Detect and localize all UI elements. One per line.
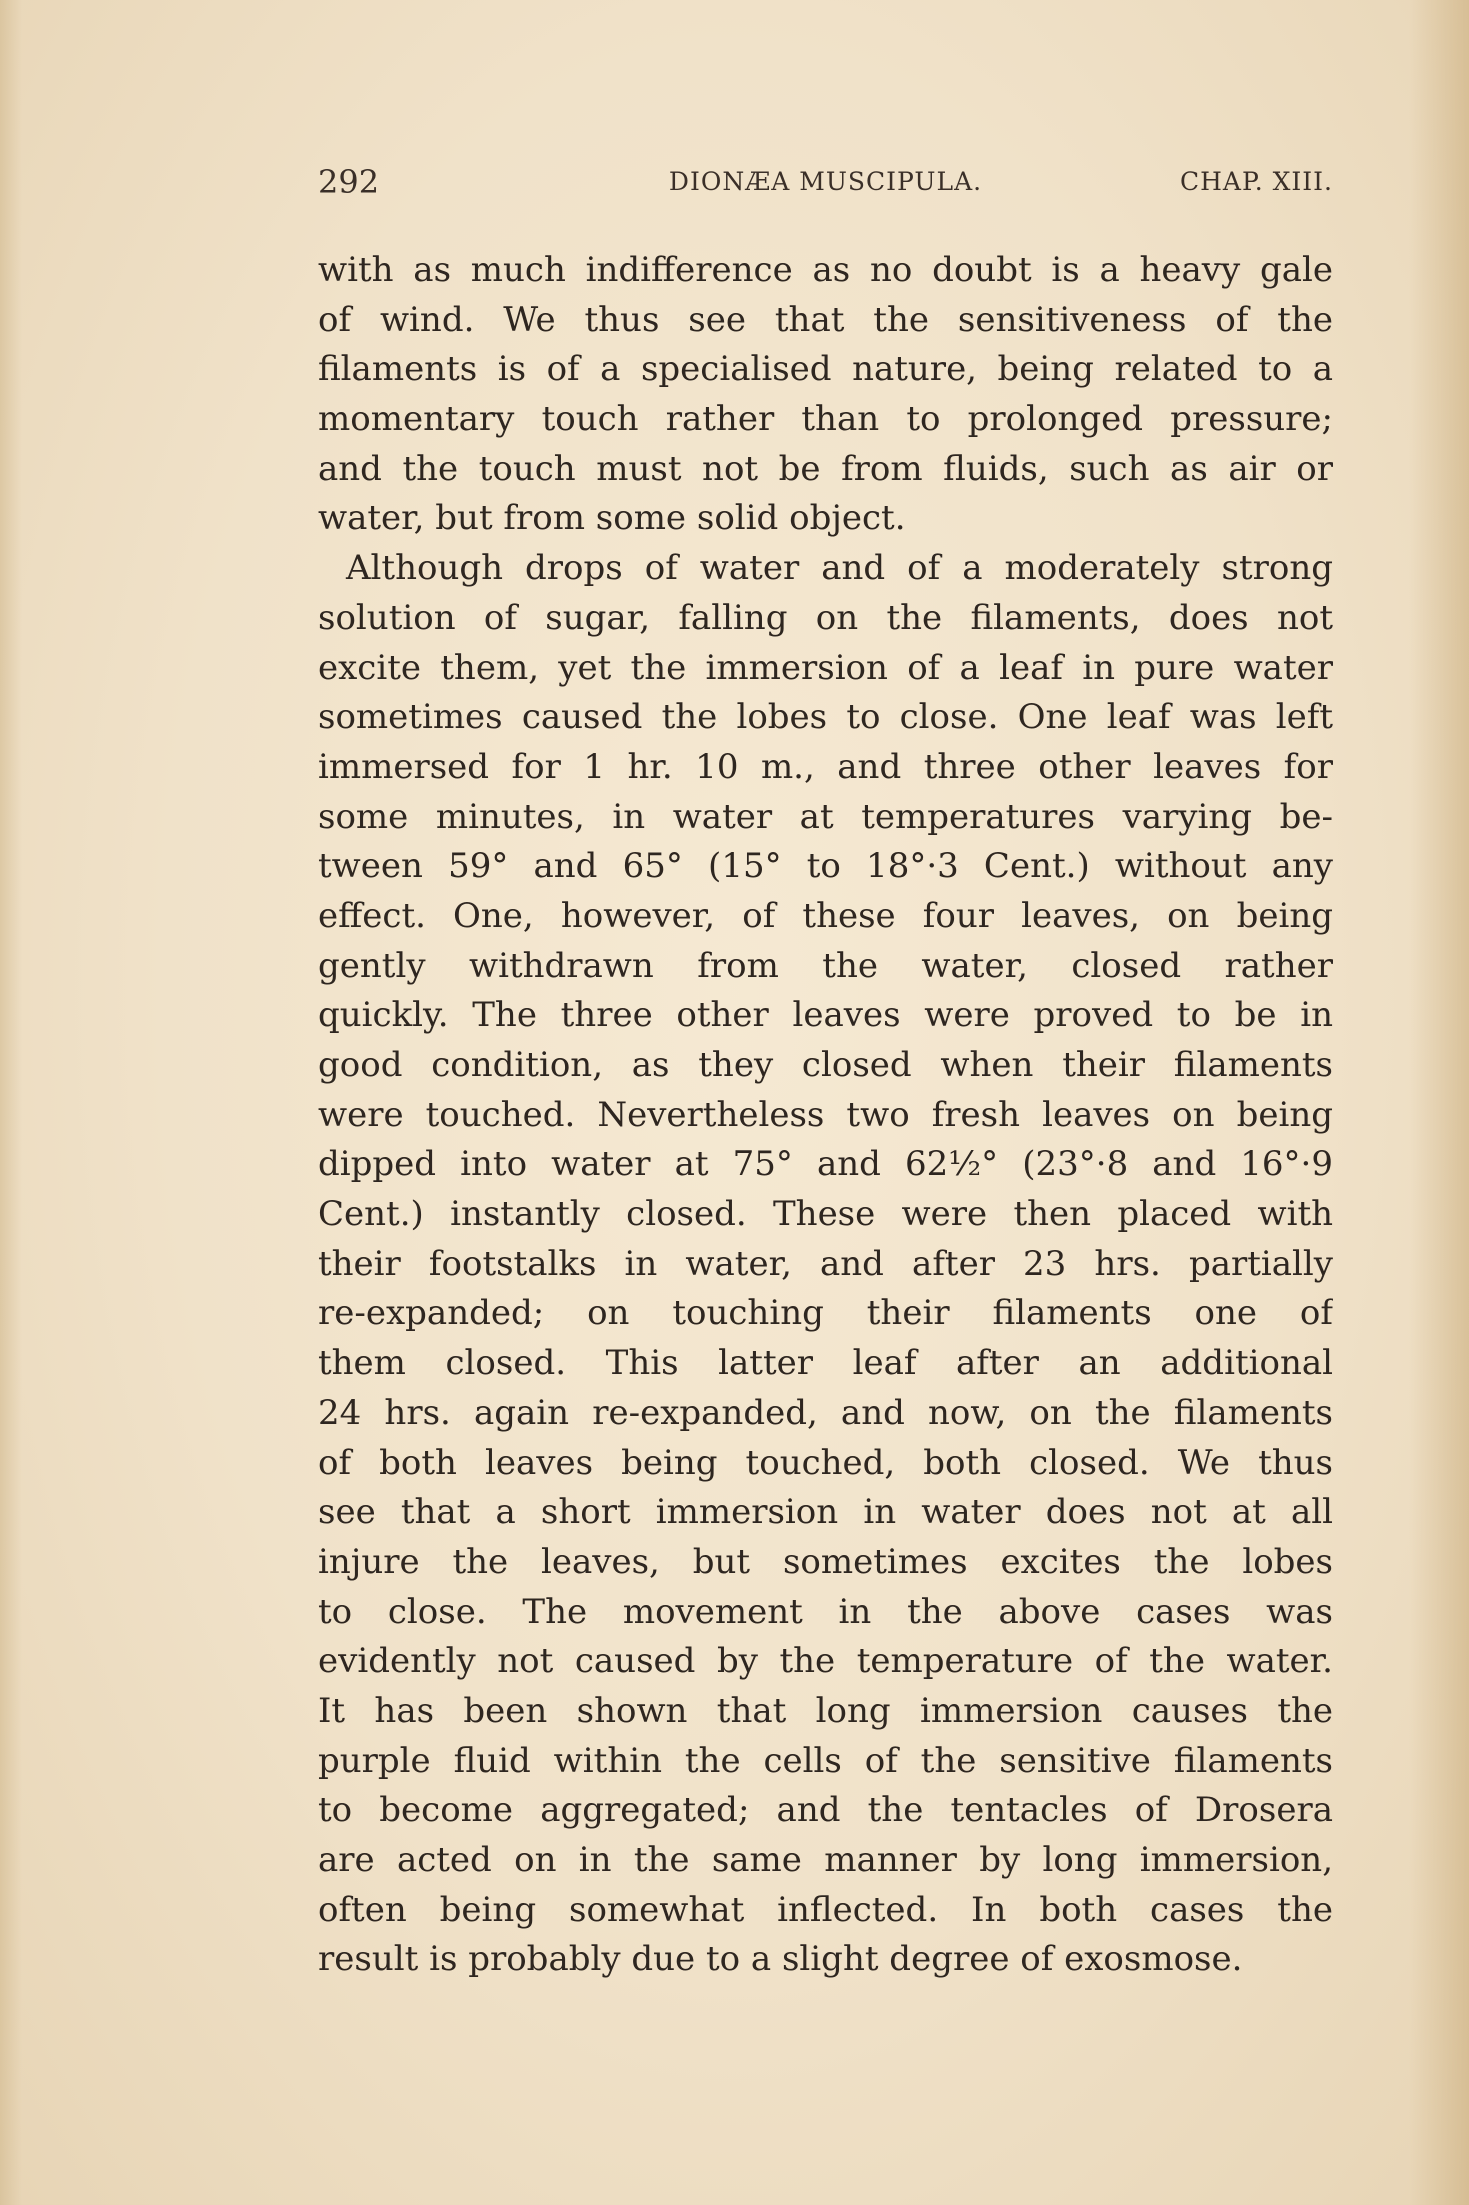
text-line: 24 hrs. again re-expanded, and now, on the filaments	[318, 1392, 1333, 1433]
text-line: solution of sugar, falling on the filaments, does not	[318, 597, 1333, 638]
text-line: some minutes, in water at temperatures varying be-	[318, 796, 1333, 837]
text-line: It has been shown that long immersion causes the	[318, 1690, 1333, 1731]
text-line: immersed for 1 hr. 10 m., and three other leaves for	[318, 746, 1333, 787]
text-line: good condition, as they closed when their filaments	[318, 1045, 1333, 1085]
text-line: were touched. Nevertheless two fresh leaves on being	[318, 1094, 1333, 1135]
text-line: to become aggregated; and the tentacles of Drosera	[318, 1790, 1333, 1831]
running-title: DIONÆA MUSCIPULA.	[668, 167, 983, 196]
text-line: sometimes caused the lobes to close. One leaf was left	[318, 697, 1333, 738]
text-line: with as much indifference as no doubt is a heavy gale	[318, 250, 1333, 290]
text-line: filaments is of a specialised nature, being related to a	[318, 349, 1333, 390]
text-line: see that a short immersion in water does not at all	[318, 1492, 1333, 1533]
chapter-label: CHAP. XIII.	[1179, 167, 1333, 196]
text-line: evidently not caused by the temperature of the water.	[318, 1641, 1333, 1682]
body-text	[318, 246, 1333, 1985]
text-line: to close. The movement in the above cases was	[318, 1591, 1333, 1632]
text-line: injure the leaves, but sometimes excites the lobes	[318, 1541, 1333, 1582]
text-line: Although drops of water and of a moderately strong	[346, 548, 1333, 589]
text-line: of wind. We thus see that the sensitiveness of the	[318, 299, 1333, 340]
page-gutter-shadow	[1409, 0, 1469, 2205]
text-line: momentary touch rather than to prolonged pressure;	[318, 399, 1333, 440]
text-line: excite them, yet the immersion of a leaf in pure water	[318, 647, 1333, 688]
page-number: 292	[318, 163, 380, 201]
text-line: them closed. This latter leaf after an additional	[318, 1343, 1333, 1384]
page-left-edge-shading	[0, 0, 22, 2205]
text-line: water, but from some solid object.	[318, 498, 906, 539]
text-line: often being somewhat inflected. In both cases the	[318, 1889, 1333, 1930]
text-line: dipped into water at 75° and 62½° (23°·8 and 16°·9	[318, 1144, 1333, 1185]
text-line: of both leaves being touched, both closed. We thus	[318, 1442, 1333, 1483]
text-line: result is probably due to a slight degree of exosmose.	[318, 1939, 1243, 1980]
text-line: gently withdrawn from the water, closed rather	[318, 945, 1333, 986]
text-line: and the touch must not be from fluids, such as air or	[318, 448, 1333, 489]
text-line: Cent.) instantly closed. These were then placed with	[318, 1194, 1333, 1235]
text-line: quickly. The three other leaves were proved to be in	[318, 995, 1333, 1036]
text-line: are acted on in the same manner by long immersion,	[318, 1840, 1333, 1880]
text-line: effect. One, however, of these four leaves, on being	[318, 895, 1333, 936]
text-line: purple fluid within the cells of the sensitive filaments	[318, 1740, 1333, 1781]
text-line: re-expanded; on touching their filaments one of	[318, 1293, 1333, 1334]
running-header	[318, 160, 1333, 204]
text-line: their footstalks in water, and after 23 hrs. partially	[318, 1243, 1333, 1284]
text-line: tween 59° and 65° (15° to 18°·3 Cent.) without any	[318, 846, 1333, 887]
